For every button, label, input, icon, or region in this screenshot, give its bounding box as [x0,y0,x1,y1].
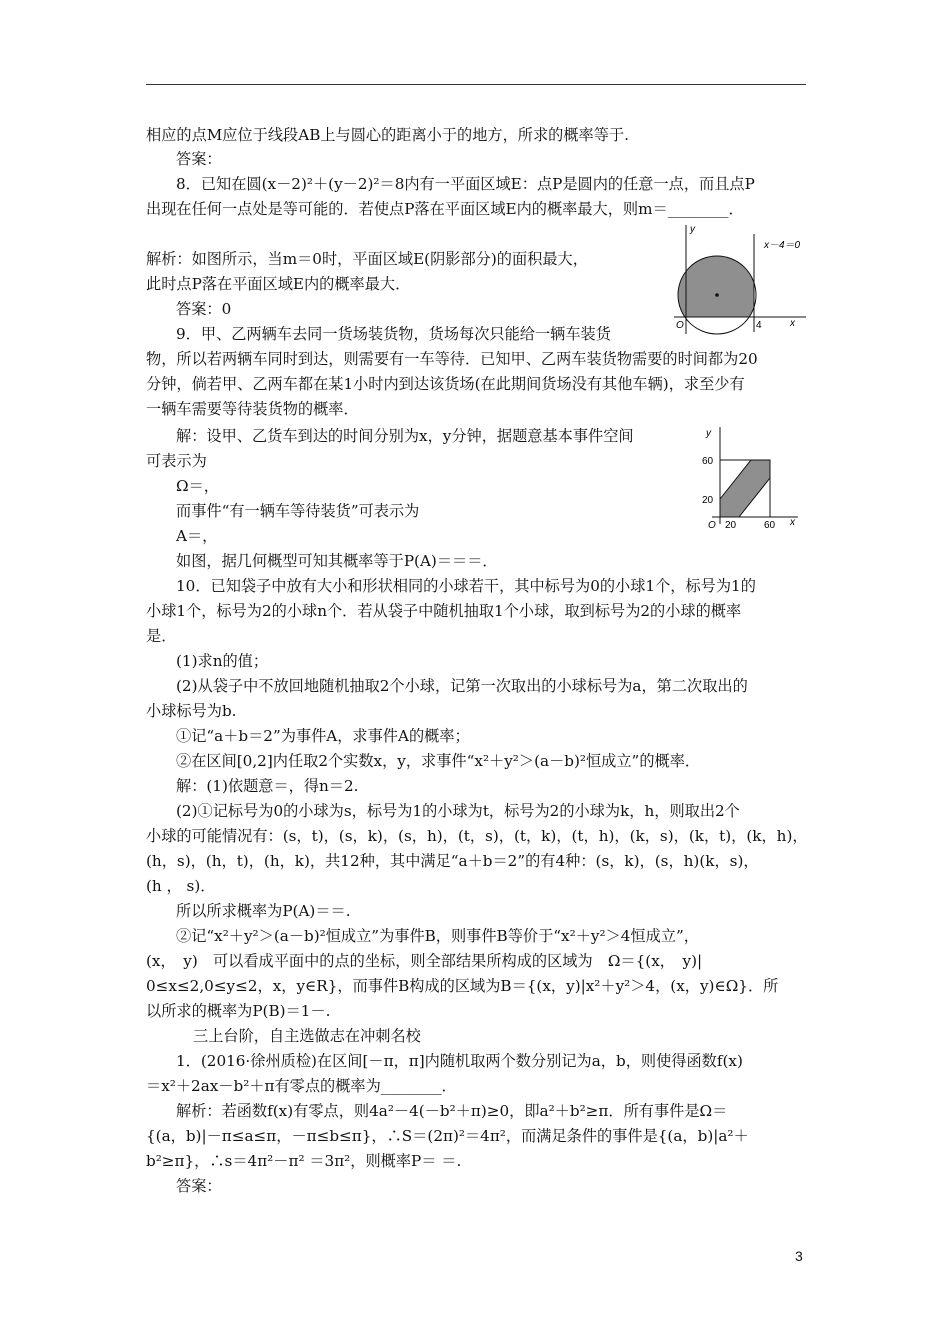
shaded-band [720,460,770,517]
x-tick-60: 60 [764,520,776,531]
text-line: 小球1个，标号为2的小球n个．若从袋子中随机抽取1个小球，取到标号为2的小球的概率 [146,602,742,620]
text-line: Ω＝， [176,477,219,495]
origin-label: O [708,520,716,531]
text-line: 一辆车需要等待装货物的概率． [146,400,359,418]
text-line: (2)从袋子中不放回地随机抽取2个小球，记第一次取出的小球标号为a，第二次取出的 [176,677,748,695]
text-line: {(a，b)|－π≤a≤π，－π≤b≤π}，∴S＝(2π)²＝4π²，而满足条件的事件是{(a，b)|a²＋ [146,1127,749,1145]
text-line: 10．已知袋子中放有大小和形状相同的小球若干，其中标号为0的小球1个，标号为1的 [176,577,756,595]
text-line: 答案：0 [176,300,232,318]
x-tick-20: 20 [725,520,737,531]
waiting-region-figure [690,424,805,534]
origin-label: O [676,320,684,331]
y-tick-60: 60 [702,456,714,467]
text-line: 而事件“有一辆车等待装货”可表示为 [176,502,420,520]
text-line: 答案： [176,150,222,168]
text-line: 解析：若函数f(x)有零点，则4a²－4(－b²＋π)≥0，即a²＋b²≥π．所有事件是Ω＝ [176,1102,728,1120]
text-line: 是． [146,627,177,645]
center-point [715,293,719,297]
text-line: ②在区间[0,2]内任取2个实数x，y，求事件“x²＋y²＞(a－b)²恒成立”的概率． [176,752,701,770]
text-line: 如图，据几何概型可知其概率等于P(A)＝＝＝． [176,552,498,570]
text-line: 9．甲、乙两辆车去同一货场装货物，货场每次只能给一辆车装货 [176,325,611,343]
text-line: 小球的可能情况有：(s，t)，(s，k)，(s，h)，(t，s)，(t，k)，(t，h)，(k，s)，(k，t)，(k，h)， [146,827,808,845]
page-number: 3 [795,1248,803,1264]
circle-region-figure [660,222,810,340]
text-line: (h，s)，(h，t)，(h，k)，共12种，其中满足“a＋b＝2”的有4种：(s，k)，(s，h)(k，s)， [146,852,759,870]
text-line: A＝， [176,527,218,545]
x-axis-label: x [790,318,795,329]
text-line: (h ， s)． [146,877,216,895]
text-line: 分钟，倘若甲、乙两车都在某1小时内到达该货场(在此期间货场没有其他车辆)，求至少有 [146,375,745,393]
text-line: 0≤x≤2,0≤y≤2，x，y∈R}，而事件B构成的区域为B＝{(x，y)|x²＋y²＞4，(x，y)∈Ω}．所 [146,977,779,995]
text-line: ①记“a＋b＝2”为事件A，求事件A的概率； [176,727,470,745]
text-line: 物，所以若两辆车同时到达，则需要有一车等待．已知甲、乙两车装货物需要的时间都为20 [146,350,758,368]
text-line: 所以所求概率为P(A)＝＝. [176,902,351,920]
x-axis-label: x [790,517,795,528]
text-line: 出现在任何一点处是等可能的．若使点P落在平面区域E内的概率最大，则m＝________． [146,200,744,218]
y-axis-label: y [706,428,711,439]
text-line: (1)求n的值； [176,652,269,670]
text-line: 可表示为 [146,452,207,470]
text-line: 1．(2016·徐州质检)在区间[－π，π]内随机取两个数分别记为a，b，则使得函数f(x) [176,1052,743,1070]
text-line: 解：设甲、乙货车到达的时间分别为x，y分钟，据题意基本事件空间 [176,427,634,445]
y-axis-label: y [690,224,695,235]
text-line: ＝x²＋2ax－b²＋π有零点的概率为________． [146,1077,457,1095]
x-tick-label: 4 [756,320,762,331]
text-line: 8．已知在圆(x－2)²＋(y－2)²＝8内有一平面区域E：点P是圆内的任意一点，而且点P [176,175,755,193]
text-line: 答案： [176,1177,222,1195]
section-heading: 三上台阶，自主选做志在冲刺名校 [193,1027,421,1045]
text-line: ②记“x²＋y²＞(a－b)²恒成立”为事件B，则事件B等价于“x²＋y²＞4恒成立”， [176,927,699,945]
header-rule [146,84,806,85]
line-label: x－4＝0 [764,240,801,251]
text-line: (x， y) 可以看成平面中的点的坐标，则全部结果所构成的区域为 Ω＝{(x， y)| [146,952,703,970]
text-line: 相应的点M应位于线段AB上与圆心的距离小于的地方，所求的概率等于. [146,126,629,144]
text-line: b²≥π}，∴s＝4π²－π² ＝3π²，则概率P＝ ＝. [146,1152,462,1170]
text-line: 以所求的概率为P(B)＝1－. [146,1002,331,1020]
y-tick-20: 20 [702,495,714,506]
text-line: 解析：如图所示，当m＝0时，平面区域E(阴影部分)的面积最大， [146,250,588,268]
text-line: 此时点P落在平面区域E内的概率最大． [146,275,411,293]
text-line: (2)①记标号为0的小球为s，标号为1的小球为t，标号为2的小球为k，h，则取出2个 [176,802,740,820]
text-line: 小球标号为b. [146,702,237,720]
text-line: 解：(1)依题意＝，得n＝2. [176,777,359,795]
